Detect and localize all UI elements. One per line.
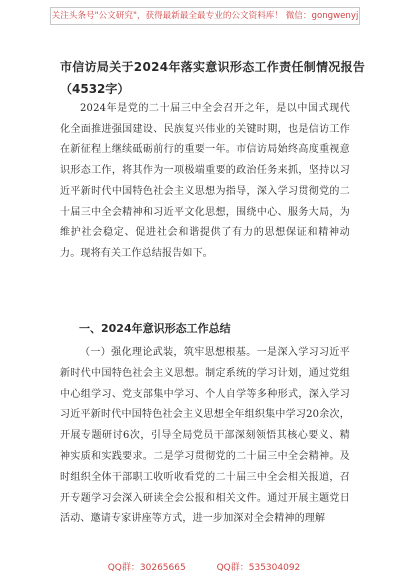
section-text: （一）强化理论武装，筑牢思想根基。一是深入学习习近平新时代中国特色社会主义思想。制定系统的学习计划，通过党组中心组学习、党支部集中学习、个人自学等多种形式，深入学习习近平新时代中国特色社会主义思想全年组织集中学习20余次，开展专题研讨6次，引导全局党员干部深刻领悟其核心要义、精神实质和实践要求。二是学习贯彻党的二十届三中全会精神。及时组织全体干部职工收听收看党的二十届三中全会相关报道，召开专题学习会深入研读全会公报和相关文件。通过开展主题党日活动、邀请专家讲座等方式，进一步加深对全会精神的理解 [60, 347, 350, 525]
footer [0, 560, 408, 573]
section-heading: 一、2024年意识形态工作总结 [79, 322, 231, 335]
intro-text: 2024年是党的二十届三中全会召开之年，是以中国式现代化全面推进强国建设、民族复兴伟业的关键时期，也是信访工作在新征程上继续砥砺前行的重要一年。市信访局始终高度重视意识形态工作，将其作为一项极端重要的政治任务来抓，坚持以习近平新时代中国特色社会主义思想为指导，深入学习贯彻党的二十届三中全会精神和习近平文化思想，围绕中心、服务大局，为维护社会稳定、促进社会和谐提供了有力的思想保证和精神动力。现将有关工作总结报告如下。 [60, 103, 350, 259]
document-title: 市信访局关于2024年落实意识形态工作责任制情况报告 [60, 60, 366, 74]
footer-qq1: QQ群：30265665 [107, 563, 186, 573]
section-paragraph [60, 343, 350, 530]
promo-banner: 关注头条号"公文研究"，获得最新最全最专业的公文资料库！ 微信：gongwenyj [50, 7, 360, 25]
footer-qq2: QQ群：535304092 [216, 563, 301, 573]
intro-paragraph [60, 99, 350, 265]
word-count: （4532字） [60, 82, 130, 96]
